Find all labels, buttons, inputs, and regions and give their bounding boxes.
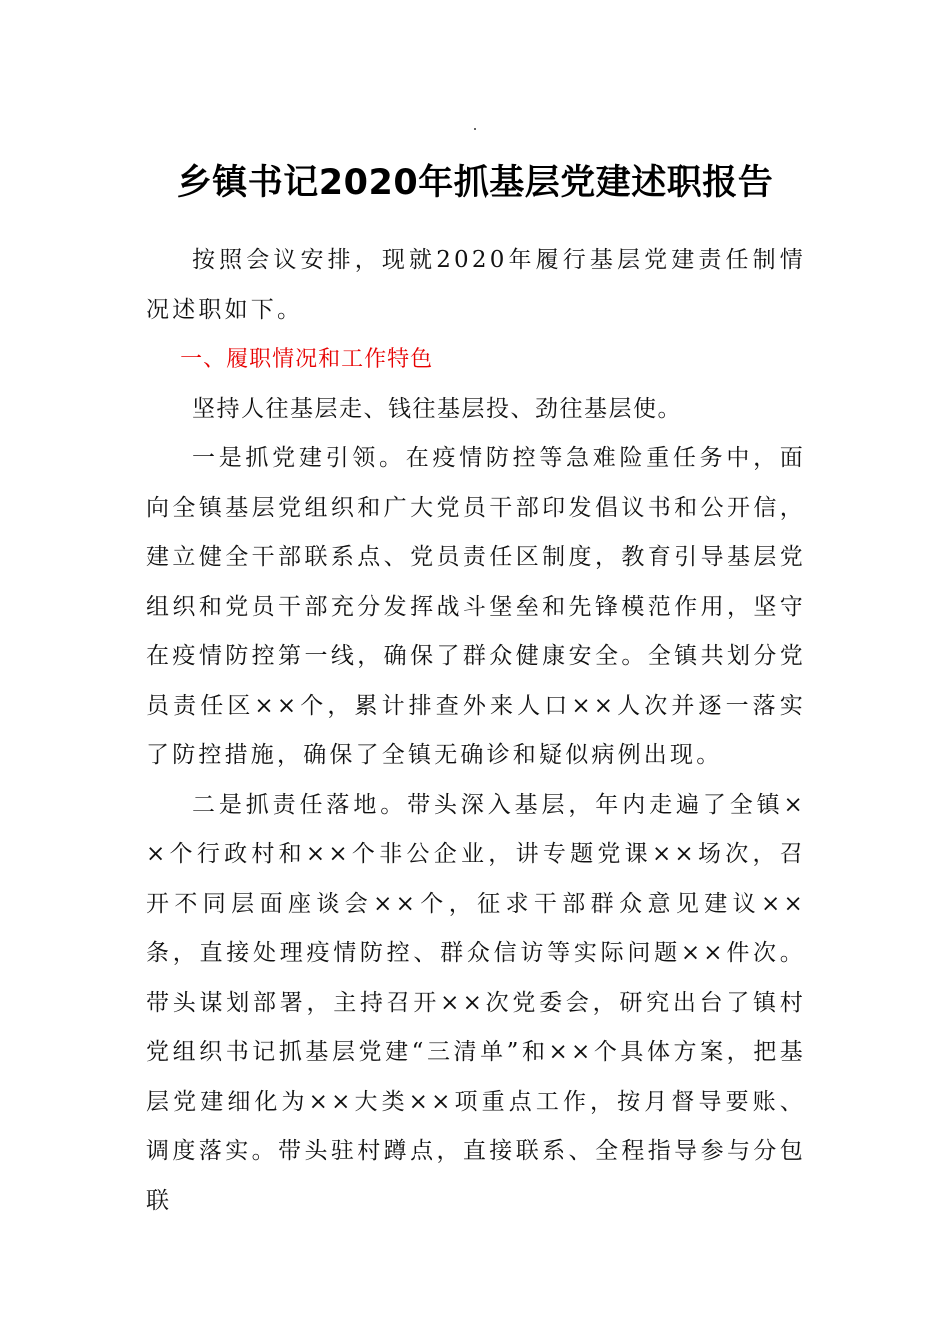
section-heading: 一、履职情况和工作特色 xyxy=(180,347,434,372)
intro-paragraph: 按照会议安排，现就2020年履行基层党建责任制情况述职如下。 xyxy=(146,247,806,323)
point-one-paragraph: 一是抓党建引领。在疫情防控等急难险重任务中，面向全镇基层党组织和广大党员干部印发倡议书和公开信，建立健全干部联系点、党员责任区制度，教育引导基层党组织和党员干部充分发挥战斗堡垒和先锋模范作用，坚守在疫情防控第一线，确保了群众健康安全。全镇共划分党员责任区××个，累计排查外来人口××人次并逐一落实了防控措施，确保了全镇无确诊和疑似病例出现。 xyxy=(146,445,806,768)
document-title: 乡镇书记2020年抓基层党建述职报告 xyxy=(176,163,774,203)
point-two-paragraph: 二是抓责任落地。带头深入基层，年内走遍了全镇××个行政村和××个非公企业，讲专题党课××场次，召开不同层面座谈会××个，征求干部群众意见建议××条，直接处理疫情防控、群众信访等实际问题××件次。带头谋划部署，主持召开××次党委会，研究出台了镇村党组织书记抓基层党建“三清单”和××个具体方案，把基层党建细化为××大类××项重点工作，按月督导要账、调度落实。带头驻村蹲点，直接联系、全程指导参与分包联 xyxy=(146,791,806,1214)
document-body xyxy=(146,236,806,1226)
top-mark xyxy=(474,128,476,130)
summary-paragraph: 坚持人往基层走、钱往基层投、劲往基层使。 xyxy=(192,395,682,422)
